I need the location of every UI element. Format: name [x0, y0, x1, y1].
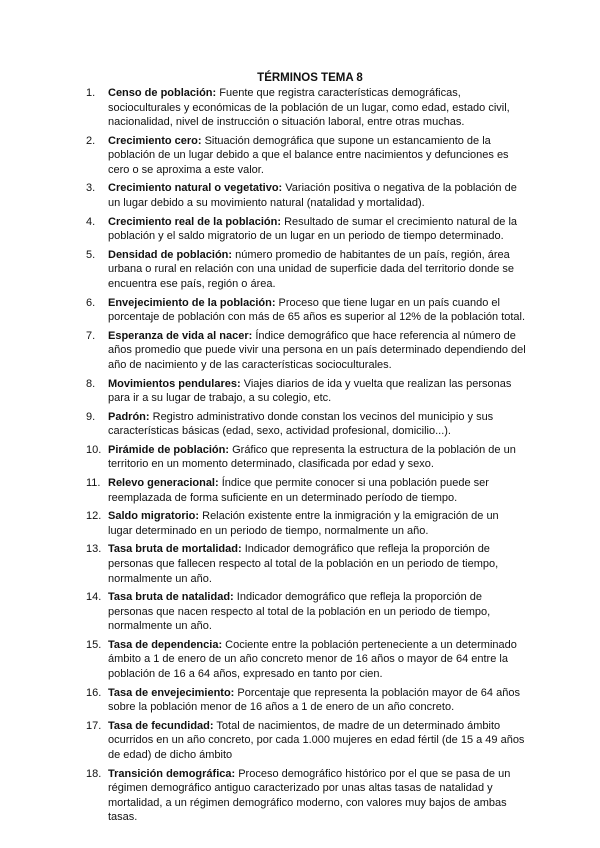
term-definition: Total de nacimientos, de madre de un determinado ámbito ocurridos en un año concreto, por cada 1.000 mujeres en edad fértil (de 15 a 49 años de edad) de dicho ámbito	[108, 719, 525, 761]
term-number: 7.	[86, 329, 96, 342]
term-name: Tasa de envejecimiento:	[108, 686, 235, 699]
term-definition: Variación positiva o negativa de la población de un lugar debido a su movimiento natural (natalidad y mortalidad).	[108, 182, 517, 210]
term-number: 4.	[86, 215, 96, 228]
term-definition: Relación existente entre la inmigración y la emigración de un lugar determinado en un periodo de tiempo, normalmente un año.	[108, 510, 499, 537]
term-name: Envejecimiento de la población:	[108, 296, 276, 309]
term-definition: Índice demográfico que hace referencia al número de años promedio que puede vivir una persona en un país determinado dependiendo del año de nacimiento y de las características socioculturales.	[108, 329, 526, 371]
term-name: Padrón:	[108, 410, 150, 423]
term-item	[86, 476, 526, 505]
term-definition: Situación demográfica que supone un estancamiento de la población de un lugar debido a que el balance entre nacimientos y defunciones es cero o se aproxima a este valor.	[108, 134, 509, 176]
term-definition: Proceso que tiene lugar en un país cuando el porcentaje de población con más de 65 años es superior al 12% de la población total.	[108, 296, 526, 324]
term-item	[86, 377, 526, 406]
term-number: 18.	[86, 767, 102, 780]
term-number: 5.	[86, 248, 96, 261]
terms-list	[86, 86, 526, 829]
term-definition: Cociente entre la población perteneciente a un determinado ámbito a 1 de enero de un año concreto menor de 16 años o mayor de 64 entre la población de 16 a 64 años, expresado en tanto por cien.	[108, 638, 517, 680]
term-definition: Gráfico que representa la estructura de la población de un territorio en un momento determinado, clasificada por edad y sexo.	[108, 443, 516, 471]
term-name: Crecimiento real de la población:	[108, 215, 281, 228]
term-number: 1.	[86, 87, 96, 99]
term-name: Crecimiento cero:	[108, 134, 202, 147]
term-item	[86, 638, 526, 682]
term-item	[86, 767, 526, 825]
term-number: 16.	[86, 686, 102, 699]
term-name: Esperanza de vida al nacer:	[108, 329, 253, 342]
term-item	[86, 248, 526, 292]
term-name: Tasa de dependencia:	[108, 638, 223, 651]
term-definition: Proceso demográfico histórico por el que se pasa de un régimen demográfico antiguo caracterizado por unas altas tasas de natalidad y mortalidad, a un régimen demográfico moderno, con valores muy bajos de ambas tasas.	[108, 767, 511, 824]
term-number: 14.	[86, 591, 102, 604]
term-item	[86, 719, 526, 763]
term-item	[86, 215, 526, 244]
term-item	[86, 296, 526, 325]
page-title: TÉRMINOS TEMA 8	[257, 72, 363, 84]
term-number: 12.	[86, 510, 102, 523]
term-definition: Porcentaje que representa la población mayor de 64 años sobre la población menor de 16 años a 1 de enero de un año concreto.	[108, 686, 520, 714]
term-definition: Resultado de sumar el crecimiento natural de la población y el saldo migratorio de un lugar en un periodo de tiempo determinado.	[108, 215, 518, 243]
term-name: Tasa bruta de natalidad:	[108, 591, 234, 604]
term-number: 17.	[86, 719, 102, 732]
term-definition: Indicador demográfico que refleja la proporción de personas que fallecen respecto al total de la población en un periodo de tiempo, normalmente un año.	[108, 543, 499, 585]
term-number: 11.	[86, 477, 101, 490]
term-name: Tasa de fecundidad:	[108, 719, 214, 732]
term-item	[86, 329, 526, 373]
term-name: Saldo migratorio:	[108, 510, 200, 523]
term-definition: número promedio de habitantes de un país, región, área urbana o rural en relación con una unidad de superficie dada del territorio donde se encuentra ese país, región o área.	[108, 248, 515, 290]
term-number: 6.	[86, 296, 96, 309]
term-number: 10.	[86, 443, 102, 456]
term-definition: Fuente que registra características demográficas, socioculturales y económicas de la población de un lugar, como edad, estado civil, nacionalidad, nivel de instrucción o situación laboral, entre otras muchas.	[108, 87, 510, 129]
term-definition: Indicador demográfico que refleja la proporción de personas que nacen respecto al total de la población en un periodo de tiempo, normalmente un año.	[108, 591, 491, 633]
term-name: Densidad de población:	[108, 248, 233, 261]
term-name: Pirámide de población:	[108, 443, 230, 456]
term-item	[86, 590, 526, 634]
term-item	[86, 509, 526, 538]
term-item	[86, 181, 526, 210]
term-item	[86, 410, 526, 439]
term-name: Movimientos pendulares:	[108, 377, 241, 390]
term-item	[86, 86, 526, 130]
term-number: 9.	[86, 410, 96, 423]
term-name: Transición demográfica:	[108, 767, 236, 780]
term-number: 8.	[86, 377, 96, 390]
term-name: Censo de población:	[108, 87, 217, 99]
term-item	[86, 134, 526, 178]
term-number: 13.	[86, 543, 102, 556]
term-number: 3.	[86, 182, 96, 195]
term-item	[86, 686, 526, 715]
term-number: 15.	[86, 638, 102, 651]
term-item	[86, 542, 526, 586]
term-definition: Registro administrativo donde constan los vecinos del municipio y sus características básicas (edad, sexo, actividad profesional, domicilio...).	[108, 410, 494, 438]
term-item	[86, 443, 526, 472]
term-definition: Índice que permite conocer si una población puede ser reemplazada de forma suficiente en un determinado período de tiempo.	[108, 477, 489, 504]
term-name: Crecimiento natural o vegetativo:	[108, 182, 283, 195]
term-name: Relevo generacional:	[108, 477, 219, 490]
term-number: 2.	[86, 134, 96, 147]
term-definition: Viajes diarios de ida y vuelta que realizan las personas para ir a su lugar de trabajo, a su colegio, etc.	[108, 377, 512, 405]
term-name: Tasa bruta de mortalidad:	[108, 543, 242, 556]
